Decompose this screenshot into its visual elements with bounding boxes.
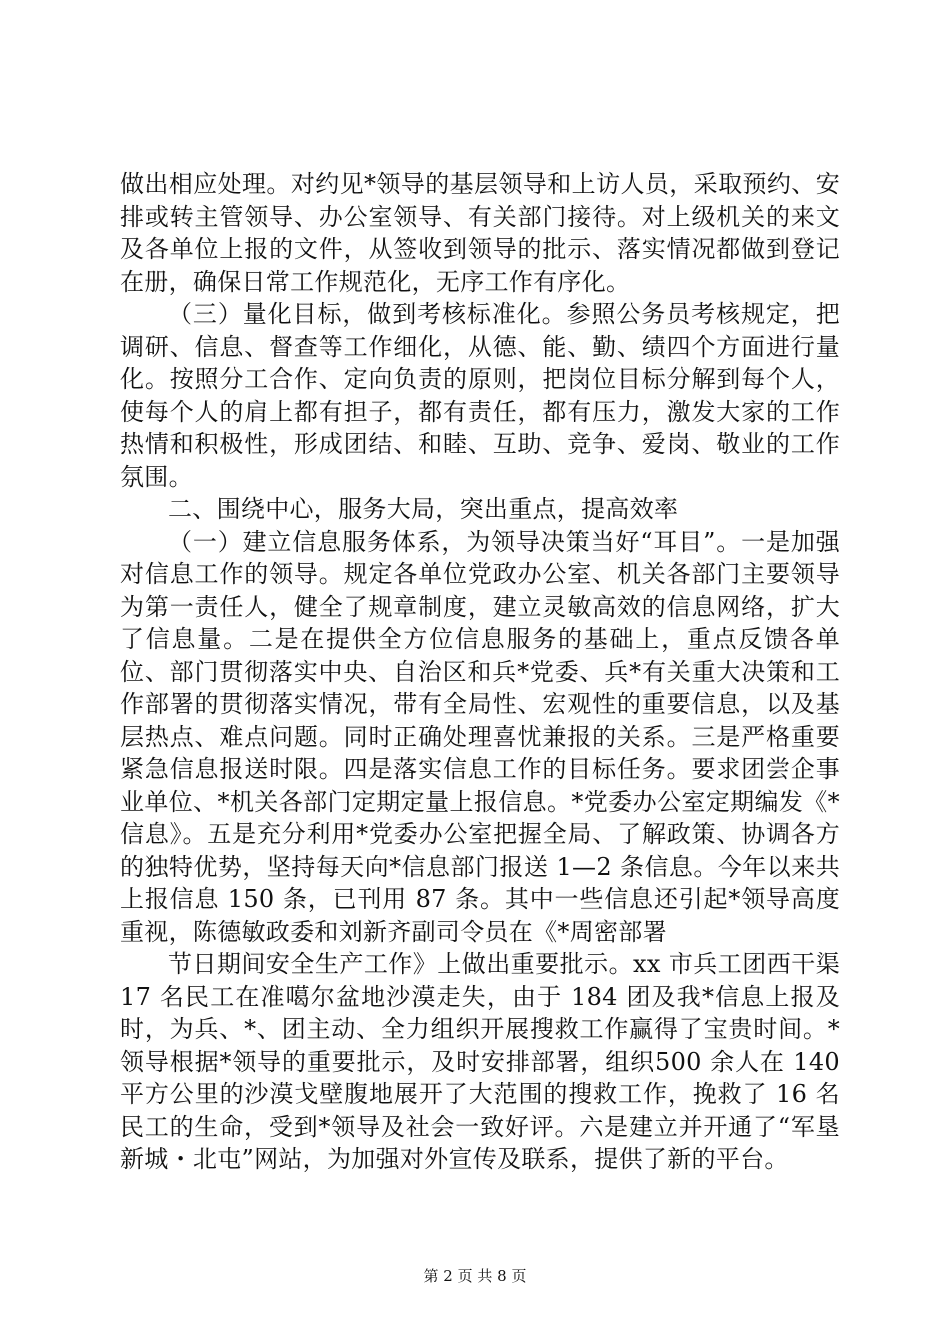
page-number-footer: 第 2 页 共 8 页 (423, 1267, 527, 1285)
paragraph-continuation: 做出相应处理。对约见*领导的基层领导和上访人员，采取预约、安排或转主管领导、办公室领导、有关部门接待。对上级机关的来文及各单位上报的文件，从签收到领导的批示、落实情况都做到登记在册，确保日常工作规范化，无序工作有序化。 (120, 170, 840, 296)
document-body (120, 168, 840, 1176)
paragraph-quantified-goals: （三）量化目标，做到考核标准化。参照公务员考核规定，把调研、信息、督查等工作细化，从德、能、勤、绩四个方面进行量化。按照分工合作、定向负责的原则，把岗位目标分解到每个人，使每个人的肩上都有担子，都有责任，都有压力，激发大家的工作热情和积极性，形成团结、和睦、互助、竞争、爱岗、敬业的工作氛围。 (120, 300, 840, 491)
paragraph-information-service: （一）建立信息服务体系，为领导决策当好“耳目”。一是加强对信息工作的领导。规定各单位党政办公室、机关各部门主要领导为第一责任人，健全了规章制度，建立灵敏高效的信息网络，扩大了信息量。二是在提供全方位信息服务的基础上，重点反馈各单位、部门贯彻落实中央、自治区和兵*党委、兵*有关重大决策和工作部署的贯彻落实情况，带有全局性、宏观性的重要信息，以及基层热点、难点问题。同时正确处理喜忧兼报的关系。三是严格重要紧急信息报送时限。四是落实信息工作的目标任务。要求团尝企事业单位、*机关各部门定期定量上报信息。*党委办公室定期编发《*信息》。五是充分利用*党委办公室把握全局、了解政策、协调各方的独特优势，坚持每天向*信息部门报送 1—2 条信息。今年以来共上报信息 150 条，已刊用 87 条。其中一些信息还引起*领导高度重视，陈德敏政委和刘新齐副司令员在《*周密部署 (120, 527, 840, 946)
paragraph-holiday-safety: 节日期间安全生产工作》上做出重要批示。xx 市兵工团西干渠 17 名民工在准噶尔盆地沙漠走失，由于 184 团及我*信息上报及时，为兵、*、团主动、全力组织开展搜救工作赢得了宝贵时间。*领导根据*领导的重要批示，及时安排部署，组织500 余人在 140 平方公里的沙漠戈壁腹地展开了大范围的搜救工作，挽救了 16 名民工的生命，受到*领导及社会一致好评。六是建立并开通了“军垦新城・北屯”网站，为加强对外宣传及联系，提供了新的平台。 (120, 950, 840, 1173)
section-heading-two: 二、围绕中心，服务大局，突出重点，提高效率 (168, 495, 679, 523)
